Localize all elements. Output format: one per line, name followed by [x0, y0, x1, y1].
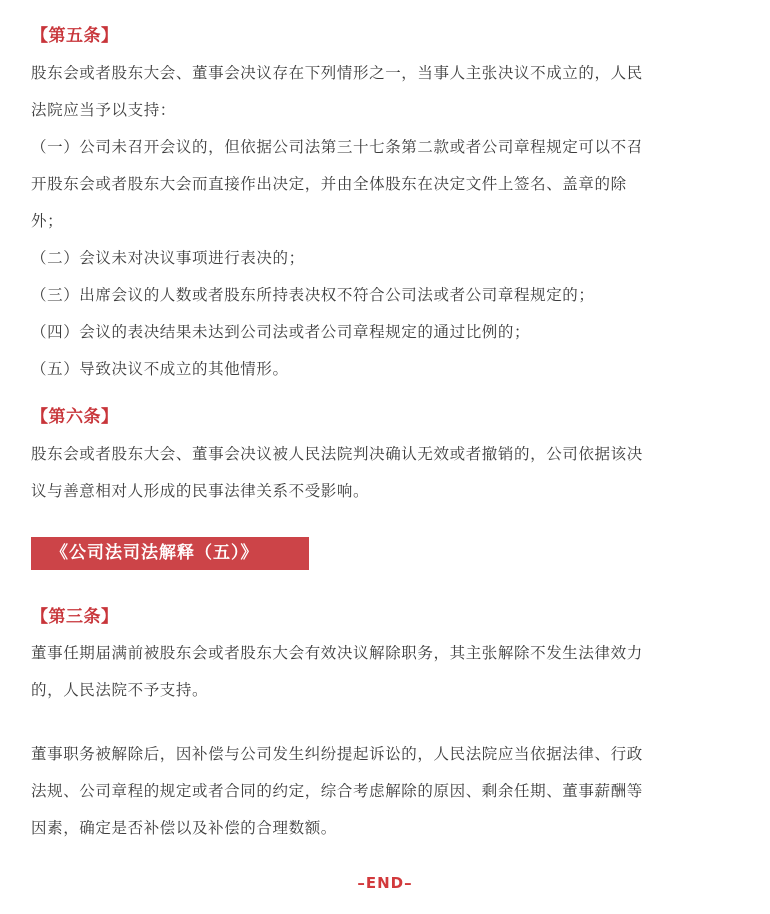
article3-p2-line1: 董事职务被解除后，因补偿与公司发生纠纷提起诉讼的，人民法院应当依据法律、行政: [31, 745, 643, 763]
article6-line1: 股东会或者股东大会、董事会决议被人民法院判决确认无效或者撤销的，公司依据该决: [31, 445, 643, 463]
article3-heading: 【第三条】: [31, 607, 119, 627]
article6-heading: 【第六条】: [31, 407, 119, 427]
article5-item1-line1: （一）公司未召开会议的，但依据公司法第三十七条第二款或者公司章程规定可以不召: [31, 138, 643, 156]
article6-line2: 议与善意相对人形成的民事法律关系不受影响。: [31, 482, 370, 500]
article3-p2-line2: 法规、公司章程的规定或者合同的约定，综合考虑解除的原因、剩余任期、董事薪酬等: [31, 782, 643, 800]
article5-item5: （五）导致决议不成立的其他情形。: [31, 360, 289, 378]
article5-intro-line2: 法院应当予以支持：: [31, 101, 176, 119]
article3-p1-line2: 的，人民法院不予支持。: [31, 681, 209, 699]
article5-heading: 【第五条】: [31, 26, 119, 46]
article3-p1-line1: 董事任期届满前被股东会或者股东大会有效决议解除职务，其主张解除不发生法律效力: [31, 644, 643, 662]
article5-item1-line2: 开股东会或者股东大会而直接作出决定，并由全体股东在决定文件上签名、盖章的除: [31, 175, 627, 193]
article3-p2-line3: 因素，确定是否补偿以及补偿的合理数额。: [31, 819, 337, 837]
article5-intro-line1: 股东会或者股东大会、董事会决议存在下列情形之一，当事人主张决议不成立的，人民: [31, 64, 643, 82]
section-banner: 《公司法司法解释（五）》: [31, 537, 309, 570]
end-mark: –END–: [357, 874, 413, 892]
article5-item2: （二）会议未对决议事项进行表决的；: [31, 249, 305, 267]
article5-item1-line3: 外；: [31, 212, 64, 230]
article5-item3: （三）出席会议的人数或者股东所持表决权不符合公司法或者公司章程规定的；: [31, 286, 595, 304]
article5-item4: （四）会议的表决结果未达到公司法或者公司章程规定的通过比例的；: [31, 323, 531, 341]
